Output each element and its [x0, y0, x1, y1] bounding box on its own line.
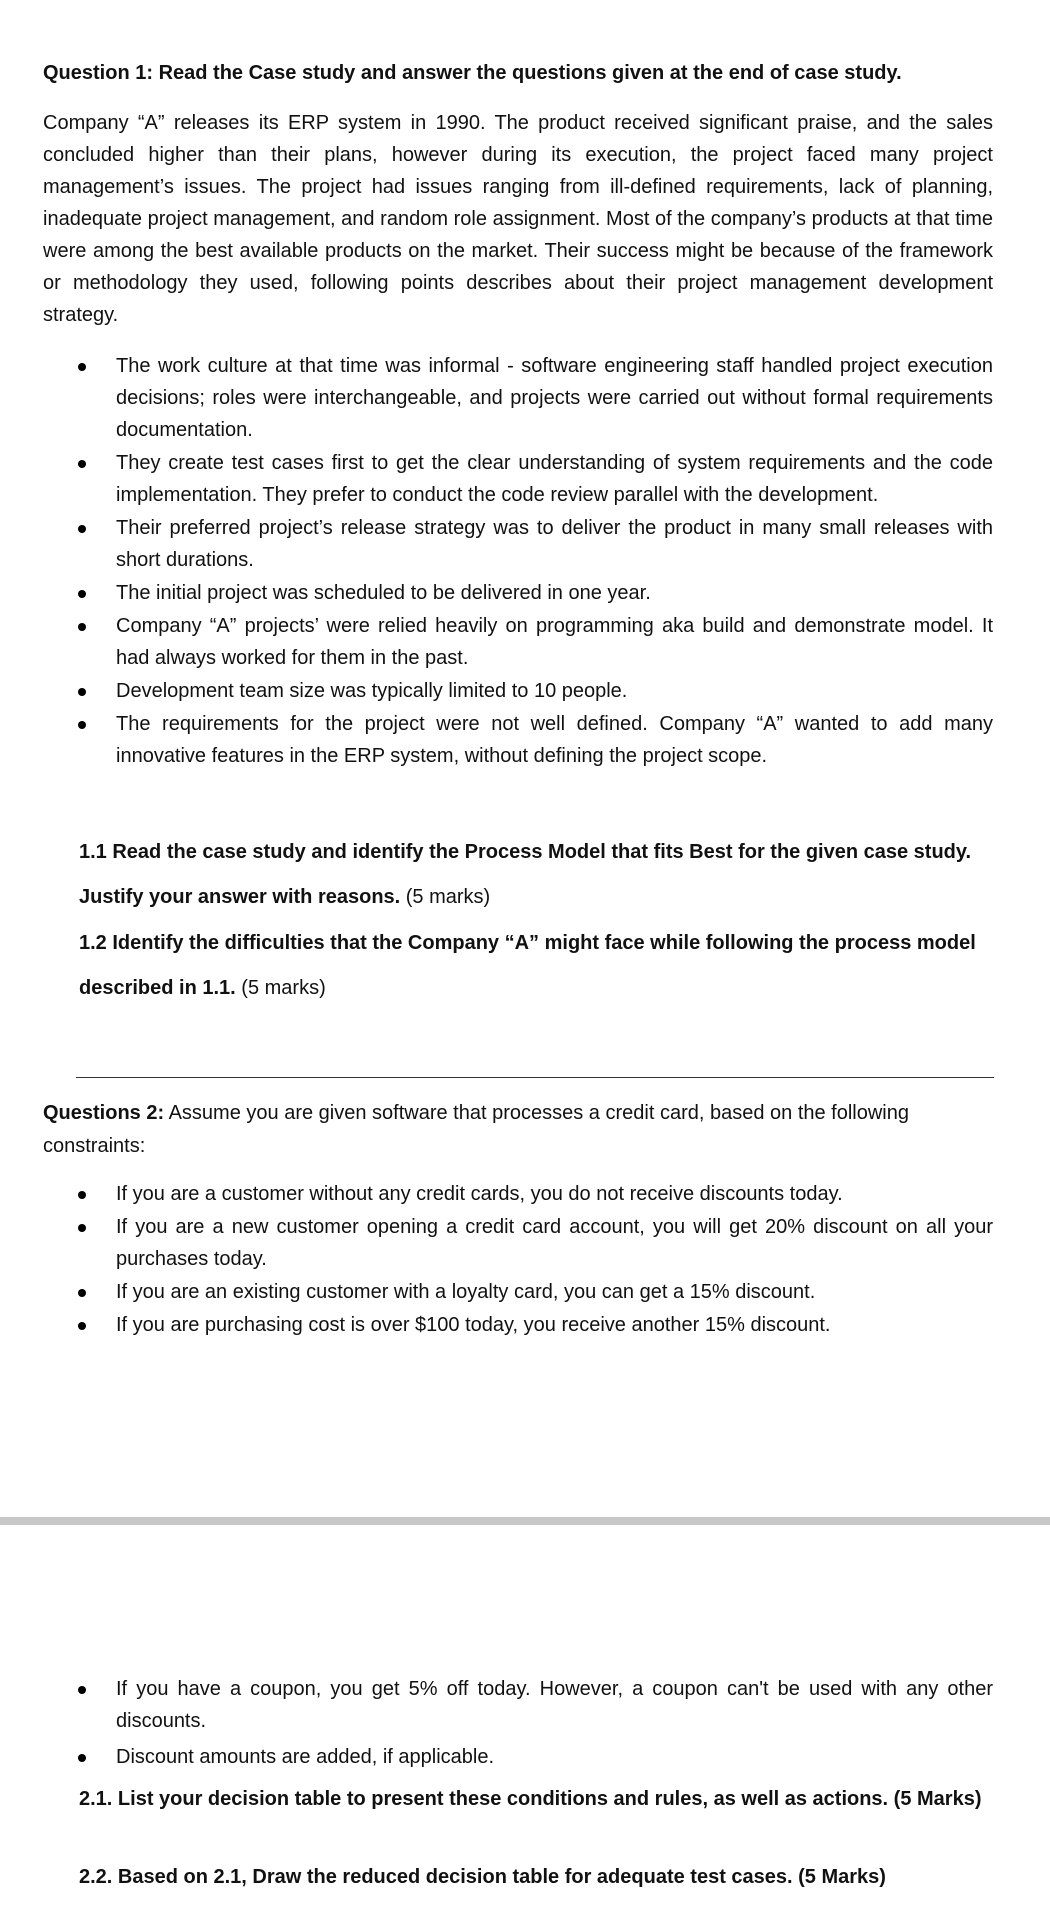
bullet-icon — [78, 460, 86, 468]
list-item: The initial project was scheduled to be delivered in one year. — [43, 577, 993, 609]
list-item: Company “A” projects’ were relied heavily on programming aka build and demonstrate model. It had always worked for them in the past. — [43, 610, 993, 674]
sub-question-2-1: 2.1. List your decision table to present these conditions and rules, as well as actions. (5 Marks) — [79, 1788, 982, 1810]
sub-question-2-2: 2.2. Based on 2.1, Draw the reduced decision table for adequate test cases. (5 Marks) — [79, 1866, 886, 1888]
sub-question-1-2-text: 1.2 Identify the difficulties that the Company “A” might face while following the process model described in 1.1. — [79, 932, 976, 999]
bullet-icon — [78, 623, 86, 631]
list-item: They create test cases first to get the clear understanding of system requirements and the code implementation. They prefer to conduct the code review parallel with the development. — [43, 447, 993, 511]
bullet-icon — [78, 1289, 86, 1297]
list-item: The work culture at that time was informal - software engineering staff handled project execution decisions; roles were interchangeable, and projects were carried out without formal requirements documentation. — [43, 350, 993, 446]
list-item: If you have a coupon, you get 5% off today. However, a coupon can't be used with any other discounts. — [43, 1673, 993, 1737]
bullet-icon — [78, 363, 86, 371]
bullet-icon — [78, 688, 86, 696]
section-divider — [76, 1077, 994, 1078]
bullet-icon — [78, 1322, 86, 1330]
list-item: Discount amounts are added, if applicable. — [43, 1741, 993, 1773]
constraints-bullet-list — [43, 1178, 993, 1342]
question-2-text: Assume you are given software that processes a credit card, based on the following constraints: — [43, 1102, 909, 1157]
list-item: If you are a new customer opening a credit card account, you will get 20% discount on all your purchases today. — [43, 1211, 993, 1275]
list-item: Development team size was typically limited to 10 people. — [43, 675, 993, 707]
list-item: Their preferred project’s release strategy was to deliver the product in many small releases with short durations. — [43, 512, 993, 576]
bullet-icon — [78, 1754, 86, 1762]
list-item: The requirements for the project were not well defined. Company “A” wanted to add many innovative features in the ERP system, without defining the project scope. — [43, 708, 993, 772]
case-study-intro: Company “A” releases its ERP system in 1990. The product received significant praise, and the sales concluded higher than their plans, however during its execution, the project faced many project management’s issues. The project had issues ranging from ill-defined requirements, lack of planning, inadequate project management, and random role assignment. Most of the company’s products at that time were among the best available products on the market. Their success might be because of the framework or methodology they used, following points describes about their project management development strategy. — [43, 112, 993, 326]
sub-question-1-1-marks: (5 marks) — [400, 886, 491, 908]
list-item: If you are an existing customer with a loyalty card, you can get a 15% discount. — [43, 1276, 993, 1308]
page-separator — [0, 1517, 1050, 1525]
question-1-heading: Question 1: Read the Case study and answer the questions given at the end of case study. — [43, 62, 902, 84]
sub-question-1-1-text: 1.1 Read the case study and identify the Process Model that fits Best for the given case study. Justify your answer with reasons. — [79, 841, 972, 908]
document-page-2 — [0, 1525, 1050, 1920]
question-2-label: Questions 2: — [43, 1102, 165, 1124]
bullet-icon — [78, 590, 86, 598]
bullet-icon — [78, 721, 86, 729]
sub-question-1-2 — [79, 921, 994, 1011]
sub-question-1-1 — [79, 830, 994, 920]
question-2-heading — [43, 1097, 993, 1163]
sub-question-1-2-marks: (5 marks) — [235, 977, 326, 999]
bullet-icon — [78, 1686, 86, 1694]
bullet-icon — [78, 525, 86, 533]
bullet-icon — [78, 1191, 86, 1199]
list-item: If you are purchasing cost is over $100 today, you receive another 15% discount. — [43, 1309, 993, 1341]
case-study-bullet-list — [43, 350, 993, 773]
list-item: If you are a customer without any credit cards, you do not receive discounts today. — [43, 1178, 993, 1210]
constraints-bullet-list-continued — [43, 1673, 993, 1774]
bullet-icon — [78, 1224, 86, 1232]
